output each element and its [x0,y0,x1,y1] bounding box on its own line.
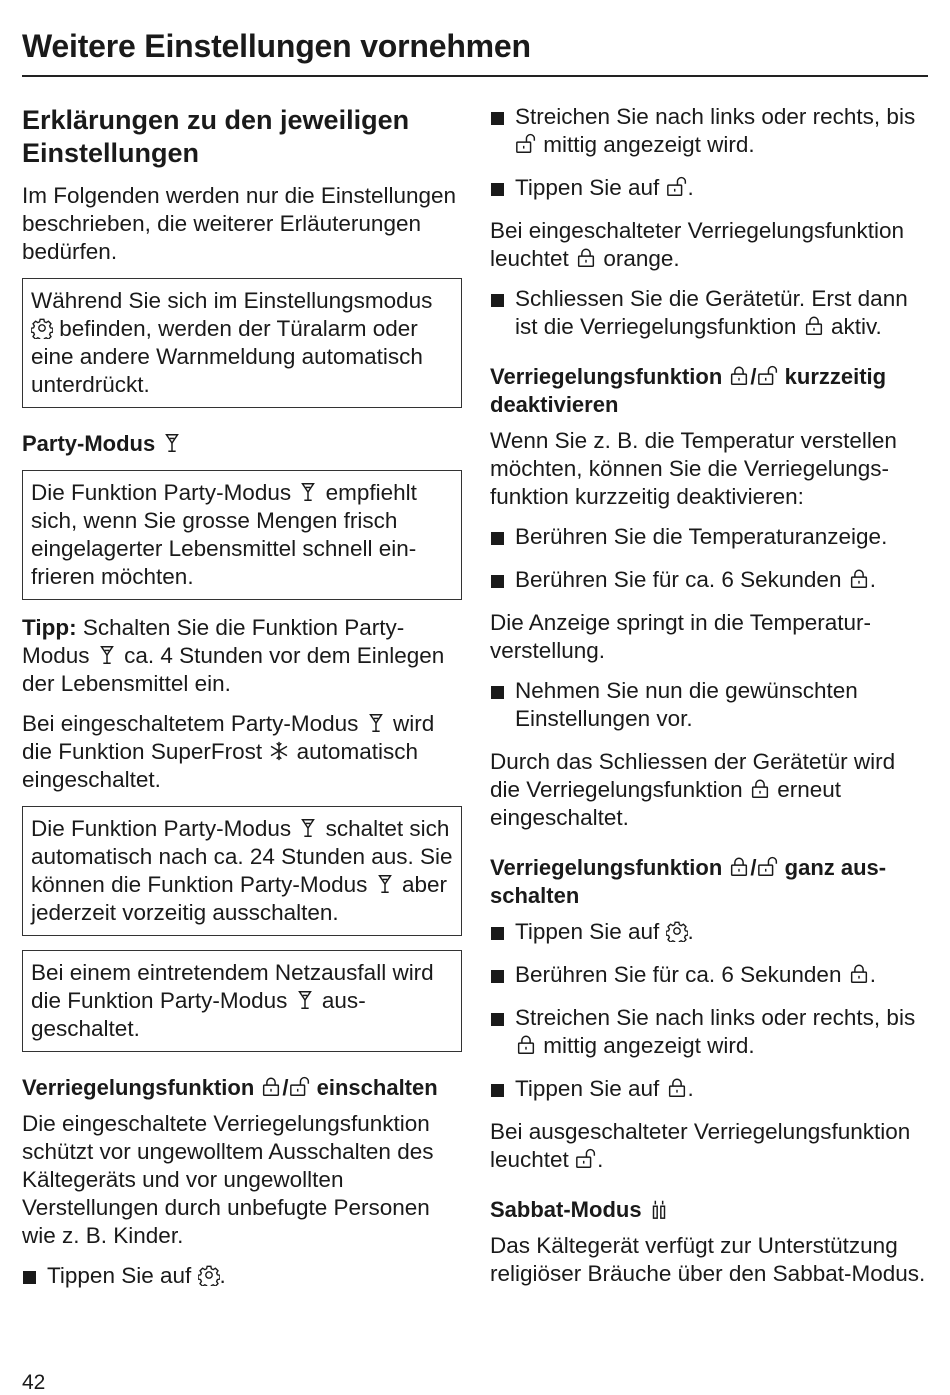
lock-closed-icon [848,568,870,590]
left-column [22,100,462,1305]
list-item: Nehmen Sie nun die gewünschten Einstellungen vor. [490,677,930,733]
lock-closed-icon [666,1077,688,1099]
note-box-auto-off: Die Funktion Party-Modus schaltet sich automatisch nach ca. 24 Stunden aus. Sie können die Funktion Party-Modus aber jederzeit vorzeitig ausschalten. [22,806,462,936]
bullet-square [491,686,504,699]
gear-icon [666,920,688,942]
list-item: Tippen Sie auf . [22,1262,462,1290]
cocktail-glass-icon [297,481,319,503]
list-item: Schliessen Sie die Gerätetür. Erst dann ist die Verriegelungsfunktion aktiv. [490,285,930,341]
lock-closed-icon [848,963,870,985]
cocktail-glass-icon [365,712,387,734]
lock-open-icon [666,176,688,198]
gear-icon [198,1264,220,1286]
bullet-square [491,294,504,307]
superfrost-paragraph: Bei eingeschaltetem Party-Modus wird die Funktion SuperFrost automatisch eingeschaltet. [22,711,435,792]
paragraph: Das Kältegerät verfügt zur Unterstützung religiöser Bräuche über den Sabbat-Modus. [490,1233,926,1286]
paragraph: Die Anzeige springt in die Temperaturverstellung. [490,610,872,663]
lock-closed-icon [749,778,771,800]
note-box-settings-mode: Während Sie sich im Einstellungsmodus befinden, werden der Türalarm oder eine andere Warnmeldung automatisch unterdrückt. [22,278,462,408]
title-rule [22,75,928,77]
paragraph: Bei ausgeschalteter Verriegelungsfunktion leuchtet . [490,1119,911,1172]
bullet-square [491,927,504,940]
gear-icon [31,317,53,339]
cocktail-glass-icon [294,989,316,1011]
lock-closed-icon [728,856,750,878]
page-title: Weitere Einstellungen vornehmen [22,28,531,64]
bullet-square [491,183,504,196]
cocktail-glass-icon [297,817,319,839]
list-item: Berühren Sie für ca. 6 Sekunden . [490,566,930,594]
section-heading: Erklärungen zu den jeweiligen Einstellungen [22,105,410,168]
intro-paragraph: Im Folgenden werden nur die Einstellungen beschrieben, die weiterer Erläuterungen bedürfen. [22,183,457,264]
list-item: Streichen Sie nach links oder rechts, bis mittig angezeigt wird. [490,1004,930,1060]
lock-closed-icon [575,247,597,269]
lock-short-heading: Verriegelungsfunktion / kurzzeitig deaktivieren [490,364,887,417]
bullet-square [491,532,504,545]
lock-on-paragraph: Die eingeschaltete Verriegelungsfunktion schützt vor ungewolltem Ausschalten des Kältegeräts und vor ungewollten Verstellungen durch unbefugte Personen wie z. B. Kinder. [22,1111,434,1248]
lock-open-icon [575,1148,597,1170]
bullet-square [491,970,504,983]
paragraph: Wenn Sie z. B. die Temperatur verstellen möchten, können Sie die Verriegelungsfunktion kurzzeitig deaktivieren: [490,428,897,509]
lock-open-icon [757,856,779,878]
paragraph: Bei eingeschalteter Verriegelungsfunktion leuchtet orange. [490,218,905,271]
list-item: Tippen Sie auf . [490,918,930,946]
lock-closed-icon [260,1076,282,1098]
lock-closed-icon [515,1034,537,1056]
list-item: Berühren Sie für ca. 6 Sekunden . [490,961,930,989]
party-mode-heading: Party-Modus [22,430,462,458]
bullet-square [491,575,504,588]
lock-closed-icon [803,315,825,337]
lock-open-icon [757,365,779,387]
list-item: Tippen Sie auf . [490,1075,930,1103]
lock-open-icon [289,1076,311,1098]
bullet-square [491,1013,504,1026]
lock-closed-icon [728,365,750,387]
cocktail-glass-icon [161,432,183,454]
candles-icon [648,1198,670,1220]
list-item: Streichen Sie nach links oder rechts, bis mittig angezeigt wird. [490,103,930,159]
cocktail-glass-icon [96,644,118,666]
note-box-power-failure: Bei einem eintretendem Netzausfall wird die Funktion Party-Modus ausgeschaltet. [22,950,462,1052]
paragraph: Durch das Schliessen der Gerätetür wird die Verriegelungsfunktion erneut eingeschaltet. [490,749,896,830]
bullet-square [491,112,504,125]
lock-on-heading: Verriegelungsfunktion / einschalten [22,1075,438,1100]
cocktail-glass-icon [374,873,396,895]
lock-off-heading: Verriegelungsfunktion / ganz ausschalten [490,855,887,908]
note-box-party-mode: Die Funktion Party-Modus empfiehlt sich, wenn Sie grosse Mengen frisch eingelagerter Lebensmittel schnell einfrieren möchten. [22,470,462,600]
list-item: Tippen Sie auf . [490,174,930,202]
lock-open-icon [515,133,537,155]
snowflake-icon [268,740,290,762]
list-item: Berühren Sie die Temperaturanzeige. [490,523,930,551]
sabbat-heading: Sabbat-Modus [490,1196,930,1224]
bullet-square [23,1271,36,1284]
right-column [490,103,930,1300]
tip-paragraph: Tipp: Schalten Sie die Funktion Party-Modus ca. 4 Stunden vor dem Einlegen der Lebensmittel ein. [22,615,445,696]
page-number: 42 [22,1371,46,1394]
bullet-square [491,1084,504,1097]
